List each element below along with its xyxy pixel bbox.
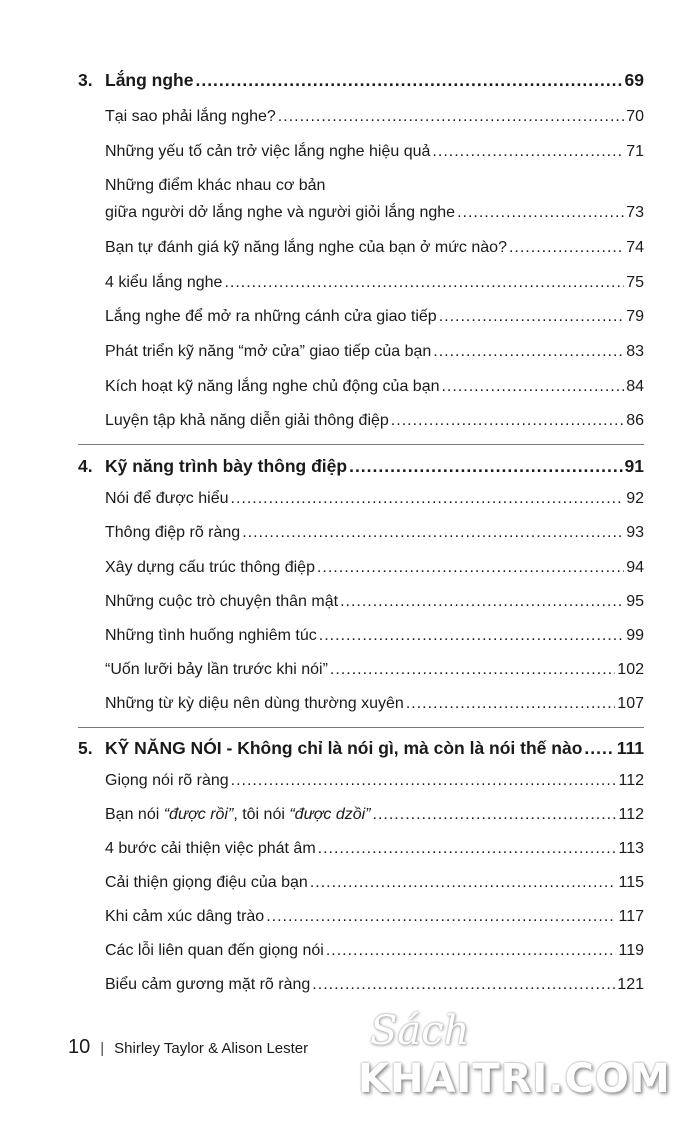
toc-entry	[105, 976, 644, 994]
page-footer	[68, 1036, 308, 1059]
entry-title-part: , tôi nói	[233, 806, 290, 823]
entry-page: 84	[626, 378, 644, 395]
dot-leader	[231, 490, 625, 508]
toc-entry	[105, 239, 644, 257]
toc-entry	[105, 661, 644, 679]
entry-title: Luyện tập khả năng diễn giải thông điệp	[105, 412, 389, 429]
entry-title: Những từ kỳ diệu nên dùng thường xuyên	[105, 695, 404, 712]
toc-entry	[105, 143, 644, 161]
page-number: 10	[68, 1036, 91, 1058]
chapter-page: 69	[624, 70, 644, 90]
toc-entry	[105, 308, 644, 326]
entry-title-quote: “được rồi”	[163, 806, 234, 823]
dot-leader	[312, 976, 615, 994]
entry-title: Lắng nghe để mở ra những cánh cửa giao tiếp	[105, 308, 437, 325]
toc-entry	[105, 772, 644, 790]
entry-page: 71	[626, 143, 644, 160]
entry-page: 73	[626, 204, 644, 221]
entry-title-line1: Những điểm khác nhau cơ bản	[105, 177, 326, 194]
dot-leader	[457, 204, 624, 222]
entry-page: 70	[626, 108, 644, 125]
entry-title: 4 bước cải thiện việc phát âm	[105, 840, 316, 857]
toc-entry	[105, 593, 644, 611]
watermark-script: Sách	[370, 1008, 470, 1054]
toc-entry	[105, 627, 644, 645]
entry-title-part: Bạn nói	[105, 806, 164, 823]
entry-title: Những yếu tố cản trở việc lắng nghe hiệu quả	[105, 143, 431, 160]
entry-page: 95	[626, 593, 644, 610]
entry-page: 75	[626, 274, 644, 291]
chapter-number: 4.	[78, 456, 93, 476]
dot-leader	[340, 593, 624, 611]
chapter-page: 111	[616, 738, 644, 758]
entry-title: giữa người dở lắng nghe và người giỏi lắng nghe	[105, 204, 456, 221]
dot-leader	[319, 627, 624, 645]
dot-leader	[432, 143, 624, 161]
chapter-3	[78, 64, 644, 444]
dot-leader	[330, 661, 615, 679]
entry-page: 74	[626, 239, 644, 256]
dot-leader	[231, 772, 617, 790]
entry-page: 117	[618, 908, 644, 925]
chapter-page: 91	[624, 456, 644, 476]
chapter-title: KỸ NĂNG NÓI - Không chỉ là nói gì, mà còn là nói thế nào	[105, 738, 583, 758]
dot-leader	[326, 942, 617, 960]
dot-leader	[224, 274, 624, 292]
entry-title: Phát triển kỹ năng “mở cửa” giao tiếp của bạn	[105, 343, 432, 360]
dot-leader	[278, 108, 624, 126]
dot-leader	[266, 908, 616, 926]
entry-title-quote: “được dzồi”	[289, 806, 371, 823]
dot-leader	[318, 840, 617, 858]
watermark-brand: KHAITRI.COM	[358, 1056, 671, 1102]
chapter-5	[78, 734, 644, 1014]
entry-page: 93	[626, 524, 644, 541]
entry-title: Tại sao phải lắng nghe?	[105, 108, 276, 125]
entry-page: 112	[618, 806, 644, 823]
dot-leader	[242, 524, 624, 542]
dot-leader	[349, 456, 622, 477]
entry-page: 121	[617, 976, 644, 993]
dot-leader	[584, 738, 614, 759]
dot-leader	[391, 412, 624, 430]
toc-entry	[105, 524, 644, 542]
toc-entry	[105, 412, 644, 430]
toc-entry	[105, 343, 644, 361]
toc-entry	[105, 559, 644, 577]
toc-entry	[105, 274, 644, 292]
entry-page: 102	[617, 661, 644, 678]
entry-page: 107	[617, 695, 644, 712]
dot-leader	[406, 695, 615, 713]
watermark-logo	[358, 1008, 688, 1108]
toc-entry	[105, 695, 644, 713]
entry-title: Khi cảm xúc dâng trào	[105, 908, 265, 925]
toc-entry	[105, 840, 644, 858]
entry-page: 79	[626, 308, 644, 325]
toc-entry	[105, 204, 644, 222]
entry-page: 99	[626, 627, 644, 644]
entry-title: Giọng nói rõ ràng	[105, 772, 229, 789]
entry-title: Những tình huống nghiêm túc	[105, 627, 317, 644]
toc-entry	[105, 942, 644, 960]
chapter-title: Kỹ năng trình bày thông điệp	[105, 456, 348, 476]
entry-page: 94	[626, 559, 644, 576]
dot-leader	[317, 559, 624, 577]
footer-authors: Shirley Taylor & Alison Lester	[114, 1040, 309, 1057]
dot-leader	[373, 806, 617, 824]
toc-entry	[105, 378, 644, 396]
entry-title: Những cuộc trò chuyện thân mật	[105, 593, 339, 610]
entry-title: Các lỗi liên quan đến giọng nói	[105, 942, 324, 959]
entry-title: Xây dựng cấu trúc thông điệp	[105, 559, 315, 576]
entry-page: 86	[626, 412, 644, 429]
chapter-heading	[105, 70, 644, 91]
entry-page: 92	[626, 490, 644, 507]
section-divider	[78, 444, 644, 445]
chapter-number: 3.	[78, 70, 93, 90]
entry-page: 83	[626, 343, 644, 360]
toc-entry	[105, 874, 644, 892]
dot-leader	[195, 70, 622, 91]
toc-entry	[105, 806, 644, 824]
dot-leader	[433, 343, 624, 361]
chapter-heading	[105, 738, 644, 759]
entry-title: Kích hoạt kỹ năng lắng nghe chủ động của bạn	[105, 378, 440, 395]
dot-leader	[509, 239, 624, 257]
toc-entry	[105, 490, 644, 508]
chapter-number: 5.	[78, 738, 93, 758]
toc-entry	[105, 108, 644, 126]
dot-leader	[441, 378, 624, 396]
dot-leader	[439, 308, 625, 326]
section-divider	[78, 727, 644, 728]
dot-leader	[310, 874, 617, 892]
chapter-4	[78, 450, 644, 730]
toc-entry	[105, 908, 644, 926]
entry-title: 4 kiểu lắng nghe	[105, 274, 223, 291]
entry-page: 113	[618, 840, 644, 857]
entry-page: 115	[618, 874, 644, 891]
footer-separator: |	[100, 1040, 105, 1057]
entry-page: 112	[618, 772, 644, 789]
entry-title: Thông điệp rõ ràng	[105, 524, 241, 541]
entry-title: Biểu cảm gương mặt rõ ràng	[105, 976, 311, 993]
chapter-heading	[105, 456, 644, 477]
entry-title: Cải thiện giọng điệu của bạn	[105, 874, 308, 891]
entry-title: Bạn tự đánh giá kỹ năng lắng nghe của bạn ở mức nào?	[105, 239, 507, 256]
chapter-title: Lắng nghe	[105, 70, 194, 90]
entry-page: 119	[618, 942, 644, 959]
entry-title: “Uốn lưỡi bảy lần trước khi nói”	[105, 661, 328, 678]
entry-title	[105, 806, 371, 824]
entry-title: Nói để được hiểu	[105, 490, 229, 507]
